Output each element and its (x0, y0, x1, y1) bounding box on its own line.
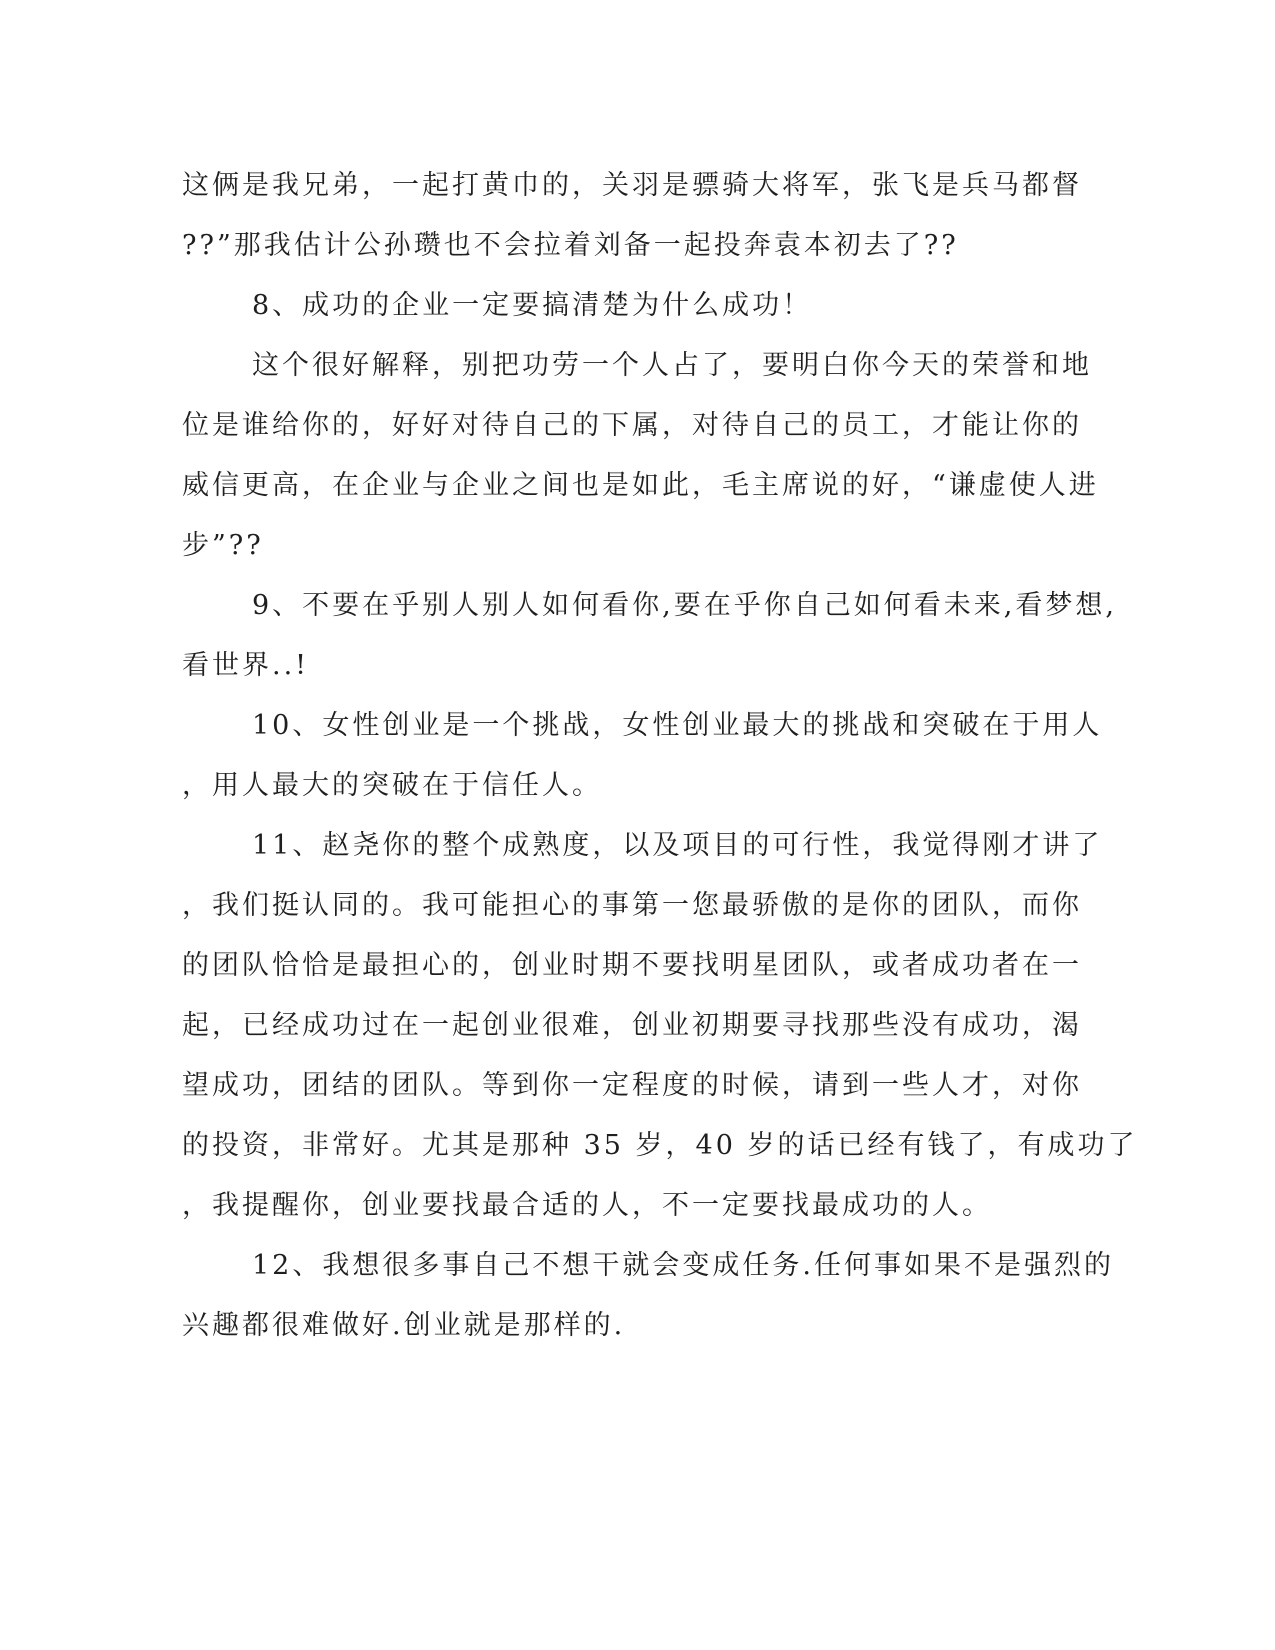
paragraph-item-9: 9、不要在乎别人别人如何看你,要在乎你自己如何看未来,看梦想, (252, 590, 1117, 621)
document-body (182, 156, 1138, 1356)
text-line: ，我们挺认同的。我可能担心的事第一您最骄傲的是你的团队，而你 (182, 890, 1082, 921)
text-line: 的投资，非常好。尤其是那种 35 岁，40 岁的话已经有钱了，有成功了 (182, 1130, 1138, 1161)
text-line: 望成功，团结的团队。等到你一定程度的时候，请到一些人才，对你 (182, 1070, 1082, 1101)
text-line: ，我提醒你，创业要找最合适的人，不一定要找最成功的人。 (182, 1190, 992, 1221)
text-line: 兴趣都很难做好.创业就是那样的. (182, 1310, 626, 1341)
text-line: ，用人最大的突破在于信任人。 (182, 770, 602, 801)
paragraph-item-10: 10、女性创业是一个挑战，女性创业最大的挑战和突破在于用人 (252, 710, 1103, 741)
text-line: 的团队恰恰是最担心的，创业时期不要找明星团队，或者成功者在一 (182, 950, 1082, 981)
text-line: 威信更高，在企业与企业之间也是如此，毛主席说的好，“谦虚使人进 (182, 470, 1099, 501)
text-line: 位是谁给你的，好好对待自己的下属，对待自己的员工，才能让你的 (182, 410, 1082, 441)
text-line: ??”那我估计公孙瓒也不会拉着刘备一起投奔袁本初去了?? (182, 230, 959, 261)
paragraph-item-12: 12、我想很多事自己不想干就会变成任务.任何事如果不是强烈的 (252, 1250, 1114, 1281)
text-line: 步”?? (182, 530, 264, 561)
text-line: 这俩是我兄弟，一起打黄巾的，关羽是骠骑大将军，张飞是兵马都督 (182, 170, 1082, 201)
text-line: 这个很好解释，别把功劳一个人占了，要明白你今天的荣誉和地 (252, 350, 1092, 381)
paragraph-heading-8: 8、成功的企业一定要搞清楚为什么成功！ (252, 290, 813, 321)
paragraph-item-11: 11、赵尧你的整个成熟度，以及项目的可行性，我觉得刚才讲了 (252, 830, 1103, 861)
text-line: 起，已经成功过在一起创业很难，创业初期要寻找那些没有成功，渴 (182, 1010, 1082, 1041)
text-line: 看世界..! (182, 650, 310, 681)
